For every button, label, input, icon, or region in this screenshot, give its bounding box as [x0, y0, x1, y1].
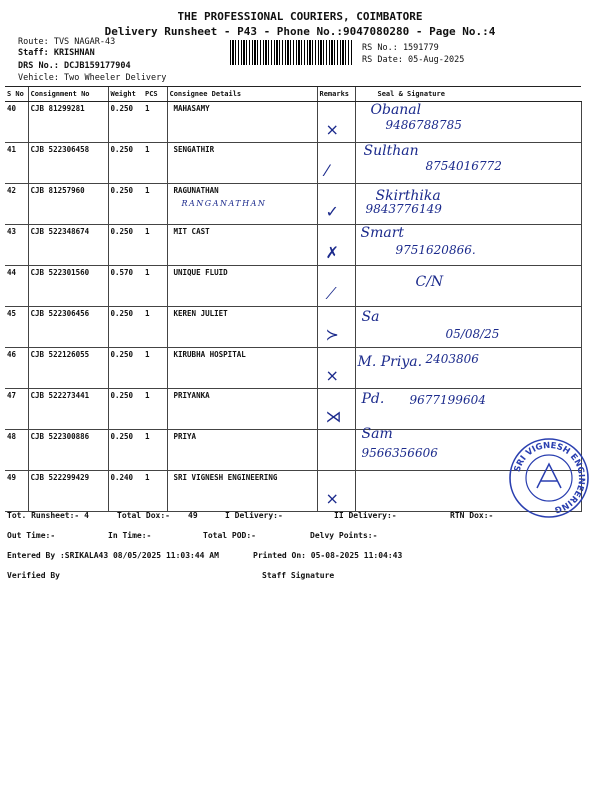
cell-sno: 43: [5, 225, 28, 266]
cell-consignee: [167, 307, 317, 348]
cell-weight: 0.250: [108, 184, 143, 225]
company-stamp: [507, 436, 591, 520]
company-title: THE PROFESSIONAL COURIERS, COIMBATORE: [177, 10, 423, 23]
signature-name: Pd.: [361, 391, 385, 407]
consignee-name: MAHASAMY: [173, 104, 210, 113]
vehicle-label: Vehicle: Two Wheeler Delivery: [18, 73, 167, 83]
cell-weight: 0.250: [108, 143, 143, 184]
total-dox-value: 49: [188, 511, 198, 520]
cell-sno: 49: [5, 471, 28, 512]
cell-remarks: [317, 307, 355, 348]
signature-phone: 9566356606: [361, 446, 438, 460]
table-row: [5, 430, 581, 471]
cell-sno: 40: [5, 102, 28, 143]
verified-by: Verified By: [7, 571, 60, 580]
entered-by: Entered By :SRIKALA43 08/05/2025 11:03:44 AM: [7, 551, 219, 560]
cell-remarks: [317, 430, 355, 471]
cell-signature: [355, 389, 581, 430]
staff-label: Staff: KRISHNAN: [18, 48, 95, 58]
cell-signature: [355, 348, 581, 389]
printed-on: Printed On: 05-08-2025 11:04:43: [253, 551, 403, 560]
remark-tick: ×: [325, 366, 339, 385]
cell-pcs: 1: [143, 389, 167, 430]
cell-remarks: [317, 143, 355, 184]
rs-date: RS Date: 05-Aug-2025: [362, 55, 465, 65]
cell-remarks: [317, 389, 355, 430]
runsheet-table: [5, 86, 582, 512]
cell-sno: 47: [5, 389, 28, 430]
tot-runsheet: Tot. Runsheet:- 4: [7, 511, 89, 520]
cell-weight: 0.250: [108, 225, 143, 266]
consignee-name: PRIYA: [173, 432, 197, 441]
cell-pcs: 1: [143, 143, 167, 184]
signature-name: C/N: [415, 274, 444, 290]
signature-phone: 9843776149: [365, 202, 442, 216]
consignee-name: RAGUNATHAN: [173, 186, 219, 195]
cell-sno: 46: [5, 348, 28, 389]
cell-signature: [355, 225, 581, 266]
ii-delivery-label: II Delivery:-: [334, 511, 397, 520]
table-row: [5, 225, 581, 266]
consignee-handwritten-note: RANGANATHAN: [181, 199, 267, 208]
signature-name: Skirthika: [375, 188, 441, 204]
table-row: [5, 184, 581, 225]
i-delivery-label: I Delivery:-: [225, 511, 283, 520]
cell-consignment: CJB 81257960: [28, 184, 108, 225]
cell-pcs: 1: [143, 266, 167, 307]
remark-tick: ⟋: [325, 284, 337, 303]
table-header-row: [5, 87, 581, 102]
cell-pcs: 1: [143, 348, 167, 389]
table-row: [5, 266, 581, 307]
remark-tick: ×: [325, 489, 339, 508]
cell-weight: 0.250: [108, 430, 143, 471]
cell-consignment: CJB 522306458: [28, 143, 108, 184]
barcode-image: [230, 40, 352, 65]
cell-weight: 0.240: [108, 471, 143, 512]
route-label: Route: TVS NAGAR-43: [18, 37, 116, 47]
signature-name: Sulthan: [363, 143, 419, 159]
col-pcs: PCS: [143, 87, 167, 102]
table-row: [5, 307, 581, 348]
cell-sno: 48: [5, 430, 28, 471]
col-sno: S No: [5, 87, 28, 102]
cell-remarks: [317, 471, 355, 512]
remark-tick: ⋊: [325, 407, 342, 426]
cell-pcs: 1: [143, 471, 167, 512]
cell-consignee: [167, 266, 317, 307]
cell-consignee: [167, 471, 317, 512]
consignee-name: SRI VIGNESH ENGINEERING: [173, 473, 278, 482]
cell-weight: 0.570: [108, 266, 143, 307]
cell-consignee: [167, 102, 317, 143]
cell-remarks: [317, 348, 355, 389]
cell-signature: [355, 307, 581, 348]
signature-phone: 05/08/25: [445, 327, 500, 341]
drs-number: DRS No.: DCJB159177904: [18, 61, 131, 71]
col-signature: Seal & Signature: [355, 87, 581, 102]
cell-weight: 0.250: [108, 102, 143, 143]
col-weight: Weight: [108, 87, 143, 102]
cell-pcs: 1: [143, 307, 167, 348]
cell-signature: [355, 102, 581, 143]
consignee-name: MIT CAST: [173, 227, 210, 236]
col-consignment: Consignment No: [28, 87, 108, 102]
table-row: [5, 143, 581, 184]
consignee-name: PRIYANKA: [173, 391, 210, 400]
rtn-dox-label: RTN Dox:-: [450, 511, 494, 520]
cell-signature: [355, 184, 581, 225]
cell-consignee: [167, 143, 317, 184]
cell-signature: [355, 266, 581, 307]
in-time-label: In Time:-: [108, 531, 152, 540]
rs-number: RS No.: 1591779: [362, 43, 439, 53]
cell-pcs: 1: [143, 430, 167, 471]
cell-consignment: CJB 522348674: [28, 225, 108, 266]
cell-remarks: [317, 266, 355, 307]
signature-phone: 8754016772: [425, 159, 502, 173]
cell-consignment: CJB 522306456: [28, 307, 108, 348]
consignee-name: SENGATHIR: [173, 145, 215, 154]
cell-weight: 0.250: [108, 389, 143, 430]
consignee-name: KIRUBHA HOSPITAL: [173, 350, 246, 359]
cell-pcs: 1: [143, 102, 167, 143]
signature-name: Sa: [361, 309, 380, 325]
cell-sno: 41: [5, 143, 28, 184]
cell-remarks: [317, 184, 355, 225]
delvy-points-label: Delvy Points:-: [310, 531, 378, 540]
cell-consignee: [167, 184, 317, 225]
cell-consignment: CJB 522301560: [28, 266, 108, 307]
cell-pcs: 1: [143, 184, 167, 225]
cell-weight: 0.250: [108, 307, 143, 348]
signature-phone: 9486788785: [385, 118, 462, 132]
cell-consignee: [167, 348, 317, 389]
signature-phone: 9677199604: [409, 393, 486, 407]
remark-tick: ✓: [325, 202, 339, 221]
out-time-label: Out Time:-: [7, 531, 56, 540]
svg-text:SRI VIGNESH ENGINEERING: [513, 441, 587, 515]
col-consignee: Consignee Details: [167, 87, 317, 102]
cell-sno: 42: [5, 184, 28, 225]
cell-sno: 45: [5, 307, 28, 348]
consignee-name: KEREN JULIET: [173, 309, 228, 318]
cell-consignment: CJB 522273441: [28, 389, 108, 430]
cell-consignment: CJB 522126055: [28, 348, 108, 389]
cell-consignee: [167, 389, 317, 430]
cell-consignment: CJB 81299281: [28, 102, 108, 143]
cell-pcs: 1: [143, 225, 167, 266]
remark-tick: ×: [325, 120, 339, 139]
runsheet-subtitle: Delivery Runsheet - P43 - Phone No.:9047080280 - Page No.:4: [104, 25, 496, 38]
cell-sno: 44: [5, 266, 28, 307]
table-row: [5, 102, 581, 143]
signature-phone: 2403806: [425, 352, 479, 366]
consignee-name: UNIQUE FLUID: [173, 268, 228, 277]
signature-name: Sam: [361, 426, 393, 442]
cell-signature: [355, 143, 581, 184]
remark-tick: ≻: [325, 325, 339, 344]
signature-name: Smart: [360, 225, 405, 241]
cell-weight: 0.250: [108, 348, 143, 389]
cell-consignment: CJB 522300886: [28, 430, 108, 471]
staff-signature: Staff Signature: [262, 571, 335, 580]
signature-name: Obanal: [370, 102, 422, 118]
remark-tick: ✗: [325, 243, 339, 262]
table-row: [5, 348, 581, 389]
cell-consignee: [167, 225, 317, 266]
remark-tick: ⁄: [325, 161, 329, 180]
cell-remarks: [317, 225, 355, 266]
col-remarks: Remarks: [317, 87, 355, 102]
signature-phone: 9751620866.: [395, 243, 476, 257]
stamp-text: SRI VIGNESH ENGINEERING: [512, 440, 587, 515]
signature-name: M. Priya.: [357, 354, 423, 370]
cell-consignee: [167, 430, 317, 471]
table-row: [5, 471, 581, 512]
cell-remarks: [317, 102, 355, 143]
total-dox-label: Total Dox:-: [117, 511, 170, 520]
total-pod-label: Total POD:-: [203, 531, 256, 540]
table-row: [5, 389, 581, 430]
cell-consignment: CJB 522299429: [28, 471, 108, 512]
